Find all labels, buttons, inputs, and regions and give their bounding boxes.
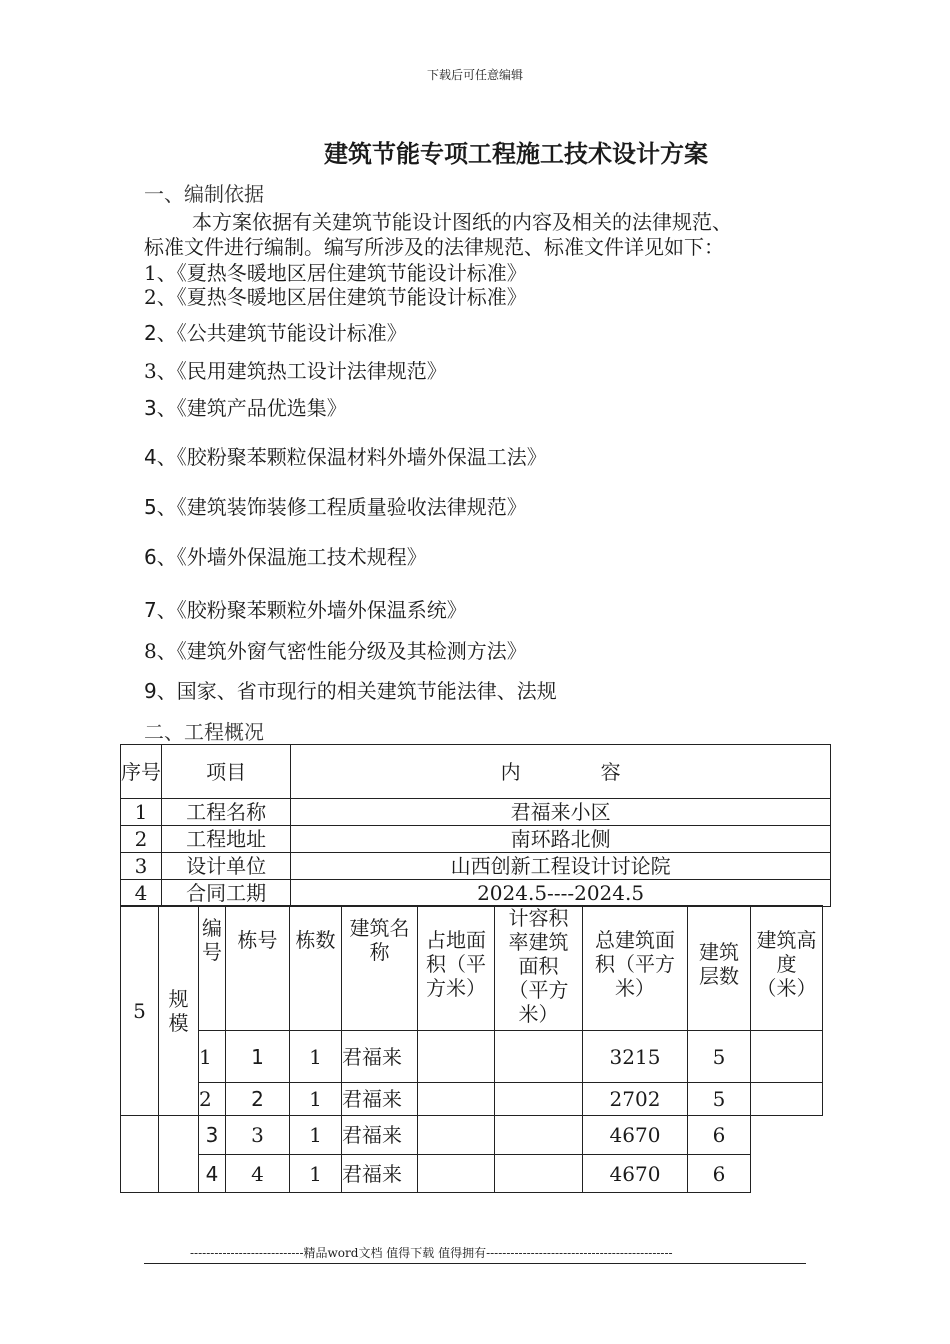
reference-item: 7、《胶粉聚苯颗粒外墙外保温系统》 [144, 598, 467, 622]
cell-bldg: 2 [226, 1083, 290, 1116]
cell-item: 设计单位 [162, 853, 291, 880]
header-count: 栋数 [290, 906, 342, 1031]
cell-bldg: 4 [226, 1155, 290, 1193]
table-row [121, 1031, 823, 1083]
cell-label: 规模 [159, 906, 199, 1116]
cell-no: 1 [121, 799, 162, 826]
reference-item: 8、《建筑外窗气密性能分级及其检测方法》 [144, 639, 527, 663]
reference-item: 4、《胶粉聚苯颗粒保温材料外墙外保温工法》 [144, 445, 547, 469]
cell-far-area [495, 1083, 583, 1116]
cell-land-area [418, 1116, 495, 1155]
reference-item: 9、国家、省市现行的相关建筑节能法律、法规 [144, 679, 557, 703]
document-title: 建筑节能专项工程施工技术设计方案 [324, 139, 708, 168]
reference-item: 3、《民用建筑热工设计法律规范》 [144, 359, 447, 383]
cell-name: 君福来 [342, 1116, 418, 1155]
reference-item: 3、《建筑产品优选集》 [144, 396, 347, 420]
cell-floors: 5 [688, 1083, 751, 1116]
cell-total-area: 4670 [583, 1116, 688, 1155]
cell-no: 4 [121, 880, 162, 907]
cell-blank [751, 1155, 823, 1193]
cell-name: 君福来 [342, 1031, 418, 1083]
header-bldg: 栋号 [226, 906, 290, 1031]
cell-far-area [495, 1155, 583, 1193]
cell-no: 2 [121, 826, 162, 853]
cell-count: 1 [290, 1083, 342, 1116]
cell-no: 3 [121, 853, 162, 880]
table-row [121, 1083, 823, 1116]
cell-far-area [495, 1116, 583, 1155]
cell-bldg: 1 [226, 1031, 290, 1083]
section-2-heading: 二、工程概况 [144, 720, 264, 744]
cell-total-area: 3215 [583, 1031, 688, 1083]
header-far-area: 计容积率建筑面积（平方米） [495, 906, 583, 1031]
cell-code: 2 [199, 1083, 226, 1116]
cell-code: 3 [199, 1116, 226, 1155]
cell-bldg: 3 [226, 1116, 290, 1155]
cell-no: 5 [121, 906, 159, 1116]
cell-far-area [495, 1031, 583, 1083]
cell-total-area: 4670 [583, 1155, 688, 1193]
reference-item: 6、《外墙外保温施工技术规程》 [144, 545, 427, 569]
table-row [121, 880, 831, 907]
overview-table [120, 744, 831, 907]
reference-item: 1、《夏热冬暖地区居住建筑节能设计标准》 [144, 261, 527, 285]
header-height: 建筑高度（米） [751, 906, 823, 1031]
cell-value: 君福来小区 [291, 799, 831, 826]
cell-height [751, 1083, 823, 1116]
cell-land-area [418, 1155, 495, 1193]
header-no: 序号 [121, 745, 162, 799]
header-note: 下载后可任意编辑 [426, 68, 523, 82]
paragraph-line-2: 标准文件进行编制。编写所涉及的法律规范、标准文件详见如下： [144, 235, 724, 259]
reference-item: 2、《夏热冬暖地区居住建筑节能设计标准》 [144, 285, 527, 309]
cell-value: 山西创新工程设计讨论院 [291, 853, 831, 880]
cell-item: 合同工期 [162, 880, 291, 907]
header-content: 内 容 [291, 745, 831, 799]
cell-value: 南环路北侧 [291, 826, 831, 853]
cell-item: 工程名称 [162, 799, 291, 826]
cell-floors: 6 [688, 1116, 751, 1155]
reference-item: 5、《建筑装饰装修工程质量验收法律规范》 [144, 495, 527, 519]
header-floors: 建筑层数 [688, 906, 751, 1031]
cell-value: 2024.5----2024.5 [291, 880, 831, 907]
footer-rule [144, 1263, 806, 1264]
cell-name: 君福来 [342, 1083, 418, 1116]
cell-count: 1 [290, 1031, 342, 1083]
header-code: 编号 [199, 906, 226, 1031]
reference-item: 2、《公共建筑节能设计标准》 [144, 321, 407, 345]
cell-floors: 5 [688, 1031, 751, 1083]
cell-floors: 6 [688, 1155, 751, 1193]
cell-code: 1 [199, 1031, 226, 1083]
table-row [121, 1116, 823, 1155]
cell-land-area [418, 1031, 495, 1083]
paragraph-line-1: 本方案依据有关建筑节能设计图纸的内容及相关的法律规范、 [192, 210, 732, 234]
table-header-row [121, 745, 831, 799]
cell-blank [751, 1116, 823, 1155]
cell-name: 君福来 [342, 1155, 418, 1193]
cell-land-area [418, 1083, 495, 1116]
cell-height [751, 1031, 823, 1083]
footer-text: ----------------------------精品word文档 值得下载 值得拥有---------------------------------------------- [190, 1246, 673, 1260]
table-row [121, 799, 831, 826]
header-item: 项目 [162, 745, 291, 799]
scale-table [120, 905, 823, 1193]
cell-empty [121, 1116, 159, 1193]
cell-empty [159, 1116, 199, 1193]
header-total-area: 总建筑面积（平方米） [583, 906, 688, 1031]
table-row [121, 1155, 823, 1193]
cell-item: 工程地址 [162, 826, 291, 853]
table-header-row [121, 906, 823, 1031]
table-row [121, 826, 831, 853]
cell-total-area: 2702 [583, 1083, 688, 1116]
cell-code: 4 [199, 1155, 226, 1193]
table-row [121, 853, 831, 880]
header-land-area: 占地面积（平方米） [418, 906, 495, 1031]
header-name: 建筑名称 [342, 906, 418, 1031]
section-1-heading: 一、编制依据 [144, 182, 264, 206]
cell-count: 1 [290, 1116, 342, 1155]
cell-count: 1 [290, 1155, 342, 1193]
